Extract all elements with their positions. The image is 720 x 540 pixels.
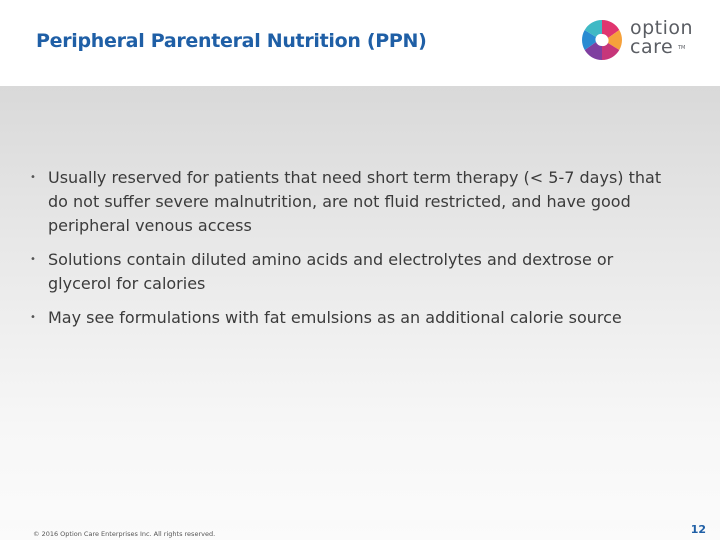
bullet-item <box>30 166 670 238</box>
bullet-marker: • <box>30 172 36 183</box>
bullet-marker: • <box>30 254 36 265</box>
logo-word-line2: care <box>630 36 674 58</box>
slide-content <box>0 86 720 540</box>
bullet-list <box>30 166 670 340</box>
slide-header <box>0 0 720 86</box>
bullet-marker: • <box>30 312 36 323</box>
logo-swirl-icon <box>580 18 624 62</box>
bullet-text: May see formulations with fat emulsions as an additional calorie source <box>48 308 622 327</box>
logo-trademark: TM <box>678 45 686 51</box>
logo-word-line1: option <box>630 17 694 39</box>
page-number: 12 <box>690 523 706 536</box>
bullet-item <box>30 248 670 296</box>
bullet-text: Solutions contain diluted amino acids and electrolytes and dextrose or glycerol for calories <box>48 250 614 293</box>
logo-wordmark <box>630 19 693 57</box>
bullet-item <box>30 306 670 330</box>
slide-title: Peripheral Parenteral Nutrition (PPN) <box>36 30 427 52</box>
copyright-text: © 2016 Option Care Enterprises Inc. All rights reserved. <box>33 530 216 538</box>
bullet-text: Usually reserved for patients that need short term therapy (< 5-7 days) that do not suffer severe malnutrition, are not fluid restricted, and have good peripheral venous access <box>48 168 662 235</box>
option-care-logo <box>580 17 694 68</box>
